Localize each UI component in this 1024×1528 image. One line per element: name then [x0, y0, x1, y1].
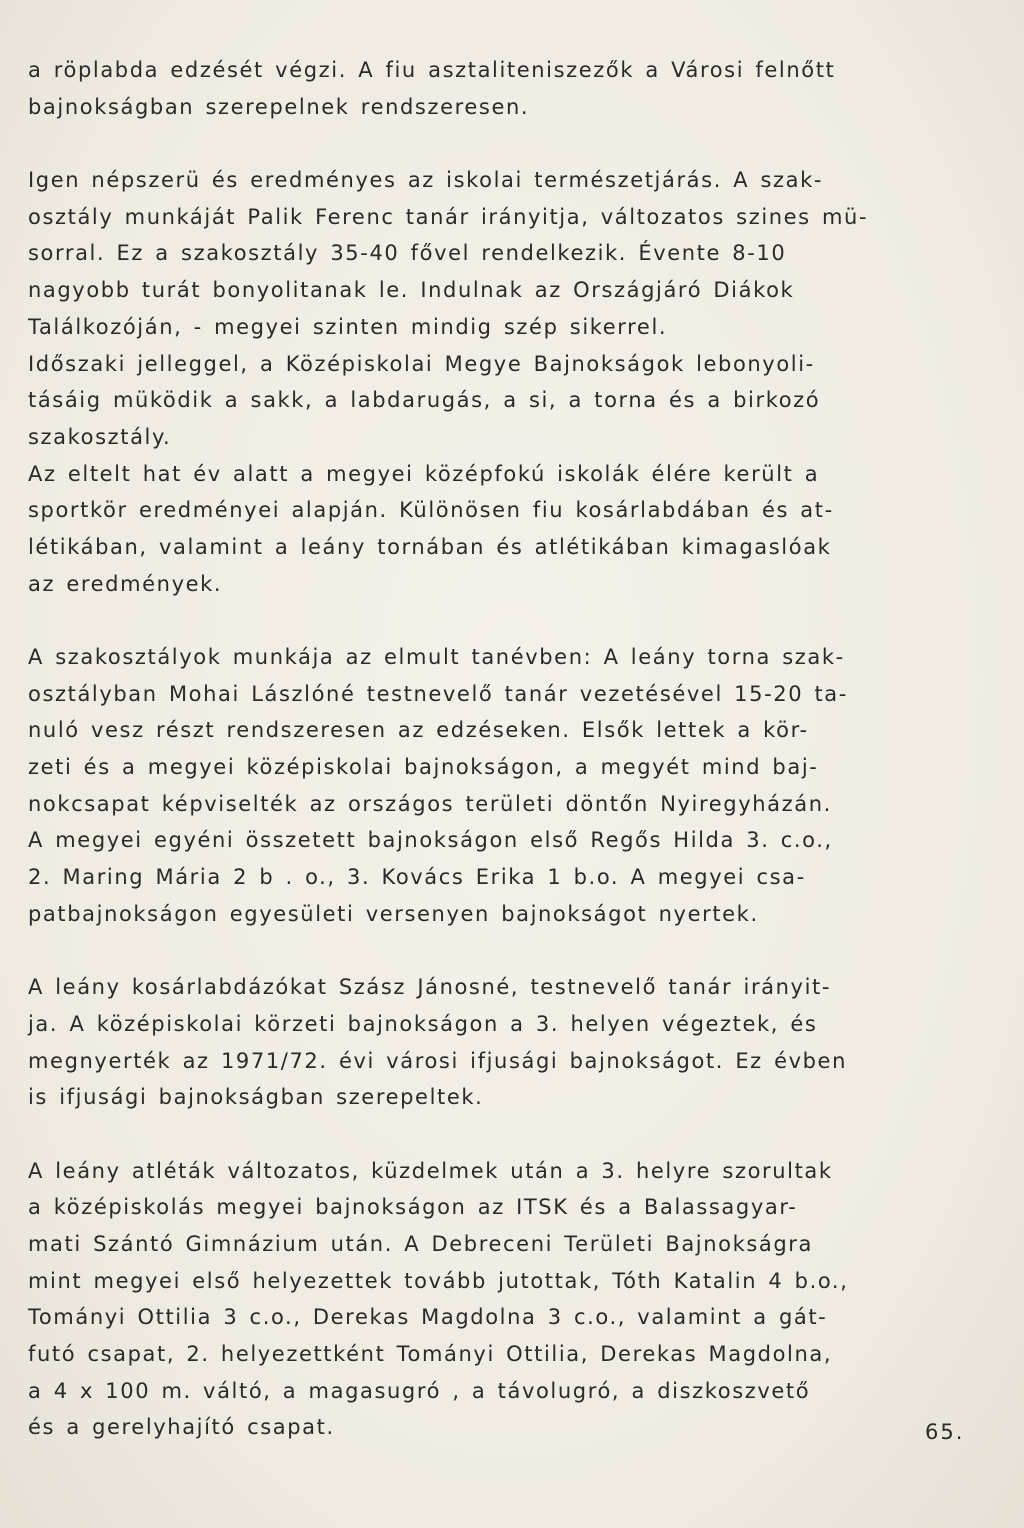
text-line: A leány atléták változatos, küzdelmek után a 3. helyre szorultak	[28, 1158, 833, 1183]
text-line: nokcsapat képviselték az országos területi döntőn Nyiregyházán.	[28, 791, 832, 816]
page-number: 65.	[925, 1420, 965, 1444]
text-line: a 4 x 100 m. váltó, a magasugró , a távolugró, a diszkoszvető	[28, 1378, 811, 1403]
paragraph-gap	[28, 933, 978, 970]
text-line: nagyobb turát bonyolitanak le. Indulnak az Országjáró Diákok	[28, 278, 795, 303]
paragraph-volleyball-tabletennis	[28, 52, 978, 125]
text-line: Tományi Ottilia 3 c.o., Derekas Magdolna 3 c.o., valamint a gát-	[28, 1305, 828, 1330]
paragraph-girls-gymnastics	[28, 639, 978, 933]
text-line: tásáig müködik a sakk, a labdarugás, a si, a torna és a birkozó	[28, 388, 821, 413]
text-line: megnyerték az 1971/72. évi városi ifjusági bajnokságot. Ez évben	[28, 1048, 847, 1073]
text-line: az eredmények.	[28, 571, 223, 596]
text-line: sportkör eredményei alapján. Különösen fiu kosárlabdában és at-	[28, 498, 834, 523]
text-line: ja. A középiskolai körzeti bajnokságon a 3. helyen végeztek, és	[28, 1011, 818, 1036]
text-line: sorral. Ez a szakosztály 35-40 fővel rendelkezik. Évente 8-10	[28, 241, 787, 266]
text-line: mint megyei első helyezettek tovább jutottak, Tóth Katalin 4 b.o.,	[28, 1268, 849, 1293]
text-line: Igen népszerü és eredményes az iskolai természetjárás. A szak-	[28, 168, 824, 193]
text-line: futó csapat, 2. helyezettként Tományi Ottilia, Derekas Magdolna,	[28, 1342, 833, 1367]
text-line: 2. Maring Mária 2 b . o., 3. Kovács Erika 1 b.o. A megyei csa-	[28, 865, 806, 890]
paragraph-girls-athletics	[28, 1153, 978, 1447]
text-line: osztályban Mohai Lászlóné testnevelő tanár vezetésével 15-20 ta-	[28, 681, 848, 706]
text-line: zeti és a megyei középiskolai bajnokságon, a megyét mind baj-	[28, 755, 819, 780]
text-line: Időszaki jelleggel, a Középiskolai Megye Bajnokságok lebonyoli-	[28, 351, 815, 376]
paragraph-gap	[28, 602, 978, 639]
paragraph-gap	[28, 1116, 978, 1153]
paragraph-girls-basketball	[28, 969, 978, 1116]
text-line: Találkozóján, - megyei szinten mindig szép sikerrel.	[28, 314, 668, 339]
text-line: patbajnokságon egyesületi versenyen bajnokságot nyertek.	[28, 901, 759, 926]
text-line: és a gerelyhajító csapat.	[28, 1415, 335, 1440]
body-text	[28, 52, 978, 1446]
text-line: A szakosztályok munkája az elmult tanévben: A leány torna szak-	[28, 645, 845, 669]
text-line: bajnokságban szerepelnek rendszeresen.	[28, 94, 530, 119]
text-line: Az eltelt hat év alatt a megyei középfokú iskolák élére került a	[28, 461, 820, 486]
text-line: a röplabda edzését végzi. A fiu asztaliteniszezők a Városi felnőtt	[28, 58, 836, 82]
text-line: a középiskolás megyei bajnokságon az ITSK és a Balassagyar-	[28, 1195, 798, 1220]
text-line: is ifjusági bajnokságban szerepeltek.	[28, 1085, 484, 1110]
text-line: A leány kosárlabdázókat Szász Jánosné, testnevelő tanár irányit-	[28, 975, 832, 1000]
text-line: létikában, valamint a leány tornában és atlétikában kimagaslóak	[28, 534, 832, 559]
text-line: A megyei egyéni összetett bajnokságon első Regős Hilda 3. c.o.,	[28, 828, 833, 853]
text-line: osztály munkáját Palik Ferenc tanár irányitja, változatos szines mü-	[28, 204, 869, 229]
text-line: nuló vesz részt rendszeresen az edzéseken. Elsők lettek a kör-	[28, 718, 809, 743]
text-line: szakosztály.	[28, 424, 172, 449]
paragraph-gap	[28, 125, 978, 162]
paragraph-hiking-section	[28, 162, 978, 602]
text-line: mati Szántó Gimnázium után. A Debreceni Területi Bajnokságra	[28, 1232, 814, 1256]
